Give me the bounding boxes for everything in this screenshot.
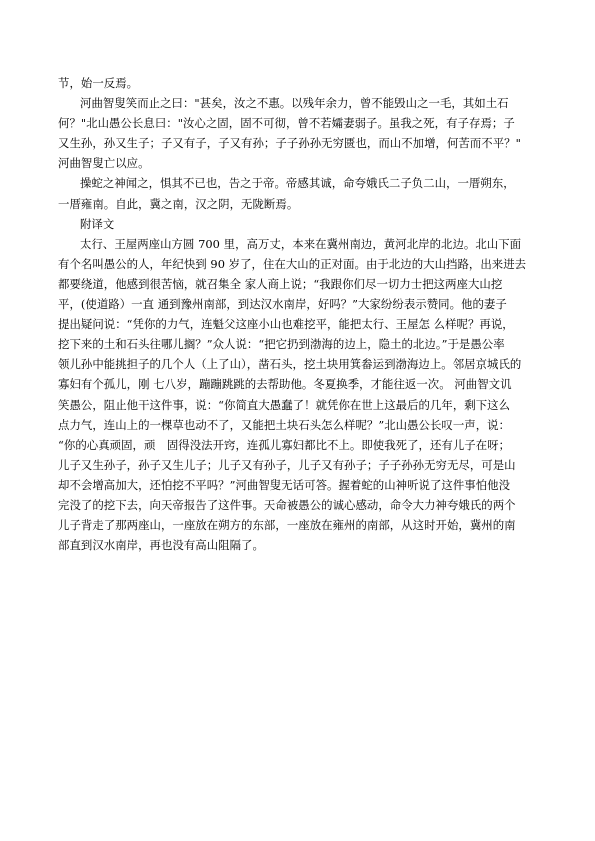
text-line: 节，始一反焉。 — [58, 76, 139, 90]
document-body — [58, 73, 538, 555]
text-line: 儿子背走了那两座山，一座放在朔方的东部，一座放在雍州的南部，从这时开始，冀州的南 — [58, 518, 516, 533]
text-line: 太行、王屋两座山方圆 700 里，高万丈，本来在冀州南边，黄河北岸的北边。北山下面 — [80, 236, 522, 251]
text-line: 领儿孙中能挑担子的几个人（上了山），凿石头，挖土块用箕畚运到渤海边上。邻居京城氏的 — [58, 357, 522, 372]
text-line: 部直到汉水南岸，再也没有高山阻隔了。 — [58, 538, 264, 553]
text-line: 儿子又生孙子，孙子又生儿子；儿子又有孙子，儿子又有孙子；子子孙孙无穷无尽，可是山 — [58, 457, 516, 472]
text-line: 又生孙，孙又生子；子又有子，子又有孙；子子孙孙无穷匮也，而山不加增，何苦而不平？" — [58, 136, 521, 151]
text-line: 有个名叫愚公的人，年纪快到 90 岁了，住在大山的正对面。由于北边的大山挡路，出来进去 — [58, 256, 527, 271]
text-line: 却不会增高加大，还怕挖不平吗？”河曲智叟无话可答。握着蛇的山神听说了这件事怕他没 — [58, 477, 511, 492]
text-line: 何？"北山愚公长息曰："汝心之固，固不可彻，曾不若孀妻弱子。虽我之死，有子存焉；子 — [58, 116, 515, 131]
section-heading: 附译文 — [80, 216, 115, 231]
text-line: 河曲智叟笑而止之曰："甚矣，汝之不惠。以残年余力，曾不能毁山之一毛，其如土石 — [80, 96, 509, 111]
text-line: 点力气，连山上的一棵草也动不了，又能把土块石头怎么样呢？”北山愚公长叹一声，说： — [58, 417, 511, 432]
text-line: 一厝雍南。自此，冀之南，汉之阴，无陇断焉。 — [58, 196, 299, 211]
text-line: 操蛇之神闻之，惧其不已也，告之于帝。帝感其诚，命夸娥氏二子负二山，一厝朔东， — [80, 176, 515, 191]
text-line: 挖下来的土和石头往哪儿搁？”众人说：“把它扔到渤海的边上，隐土的北边。”于是愚公率 — [58, 337, 505, 352]
text-line: 完没了的挖下去，向天帝报告了这件事。天命被愚公的诚心感动，命令大力神夸娥氏的两个 — [58, 497, 516, 512]
text-line: 提出疑问说：“凭你的力气，连魁父这座小山也难挖平，能把太行、王屋怎 么样呢？再说， — [58, 317, 514, 332]
text-line: “你的心真顽固，顽 固得没法开窍，连孤儿寡妇都比不上。即使我死了，还有儿子在呀； — [58, 437, 511, 452]
text-line: 寡妇有个孤儿，刚 七八岁，蹦蹦跳跳的去帮助他。冬夏换季，才能往返一次。 河曲智文讥 — [58, 377, 512, 392]
text-line: 都要绕道，他感到很苦恼，就召集全 家人商上说；“我跟你们尽一切力士把这两座大山挖 — [58, 276, 503, 291]
text-line: 河曲智叟亡以应。 — [58, 156, 150, 171]
text-line: 笑愚公，阻止他干这件事，说：“你简直大愚蠢了！就凭你在世上这最后的几年，剩下这么 — [58, 397, 511, 412]
text-line: 平，(使道路）一直 通到豫州南部，到达汉水南岸，好吗？”大家纷纷表示赞同。他的妻子 — [58, 297, 507, 312]
